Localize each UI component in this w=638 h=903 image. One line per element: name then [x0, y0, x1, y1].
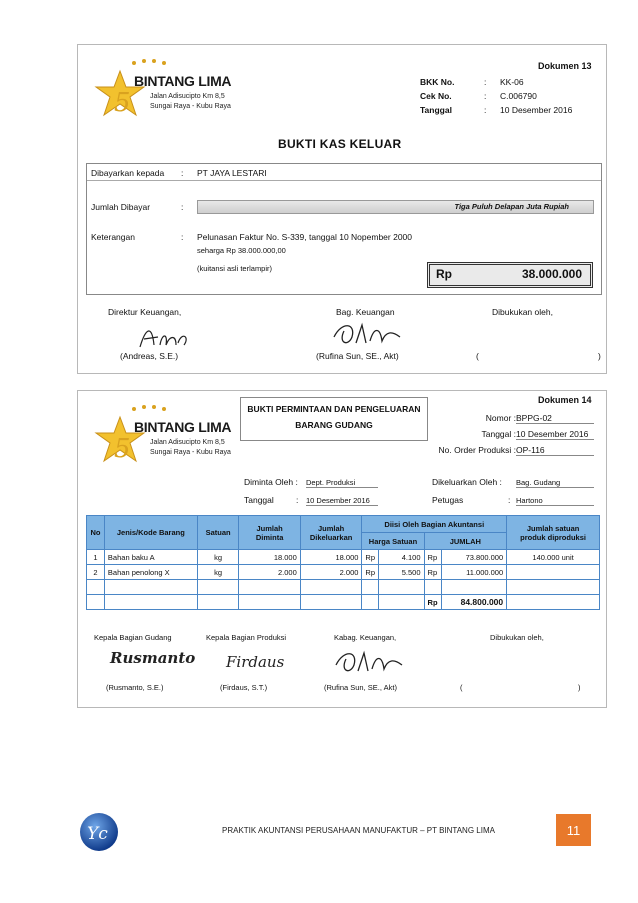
sign2-title: Bag. Keuangan: [336, 307, 395, 317]
company-address-line2: Sungai Raya - Kubu Raya: [150, 449, 231, 456]
nomor-label: Nomor :: [485, 413, 516, 423]
diminta-value: Dept. Produksi: [306, 478, 378, 488]
items-table: [86, 515, 600, 610]
petugas-value: Hartono: [516, 496, 594, 506]
company-logo: [90, 57, 260, 127]
paid-to-value: PT JAYA LESTARI: [197, 168, 267, 178]
header-dikeluarkan: Jumlah Dikeluarkan: [300, 516, 362, 550]
note-label: Keterangan: [91, 232, 135, 242]
bukti-permintaan-barang-document: [77, 390, 607, 708]
sign2-name: (Firdaus, S.T.): [220, 683, 268, 692]
svg-text:Yc: Yc: [87, 824, 108, 844]
document-number: Dokumen 13: [538, 61, 592, 71]
sign3-title: Kabag. Keuangan,: [334, 633, 397, 642]
sign4-title: Dibukukan oleh,: [490, 633, 544, 642]
order-value: OP-116: [516, 445, 594, 456]
amount-label: Jumlah Dibayar: [91, 202, 151, 212]
sign1-name: (Rusmanto, S.E.): [106, 683, 164, 692]
note-line2: seharga Rp 38.000.000,00: [197, 246, 286, 255]
note-line3: (kuitansi asli terlampir): [197, 264, 273, 273]
tanggal2-colon: :: [296, 495, 299, 505]
sign3-open: (: [476, 351, 479, 361]
title-line2: BARANG GUDANG: [295, 420, 373, 430]
signature-rufina-icon: [332, 645, 412, 679]
publisher-logo-icon: [78, 811, 120, 853]
total-value: 38.000.000: [521, 267, 582, 281]
header-no: No: [87, 516, 105, 550]
cek-label: Cek No.: [420, 91, 452, 101]
sign3-title: Dibukukan oleh,: [492, 307, 553, 317]
payment-box: Dibayarkan kepada : PT JAYA LESTARI Jumlah Dibayar : Tiga Puluh Delapan Juta Rupiah Keterangan : Pelunasan Faktur No. S-339, tanggal 10 Nopember 2000 seharga Rp 38.000.000,00 (kuitansi asli terlampir) Rp 38.000.000: [86, 163, 602, 295]
sign1-name: (Andreas, S.E.): [120, 351, 179, 361]
page-number: 11: [556, 814, 591, 846]
sign3-name: (Rufina Sun, SE., Akt): [324, 683, 397, 692]
total-value: 84.800.000: [441, 595, 507, 610]
header-diminta: Jumlah Diminta: [239, 516, 300, 550]
total-currency: Rp: [424, 595, 441, 610]
dikeluarkan-value: Bag. Gudang: [516, 478, 594, 488]
sign1-title: Direktur Keuangan,: [108, 307, 182, 317]
footer-text: PRAKTIK AKUNTANSI PERUSAHAAN MANUFAKTUR – PT BINTANG LIMA: [222, 826, 495, 835]
star-logo-icon: [90, 57, 170, 127]
tanggal2-value: 10 Desember 2016: [306, 496, 378, 506]
header-group-akuntansi: Diisi Oleh Bagian Akuntansi: [362, 516, 507, 533]
bkk-value: KK-06: [500, 77, 524, 87]
company-address-line1: Jalan Adisucipto Km 8,5: [150, 93, 225, 100]
document-number: Dokumen 14: [538, 395, 592, 405]
tanggal-value: 10 Desember 2016: [516, 429, 594, 440]
star-logo-icon: [90, 403, 170, 473]
dikeluarkan-label: Dikeluarkan Oleh :: [432, 477, 502, 487]
company-address-line1: Jalan Adisucipto Km 8,5: [150, 439, 225, 446]
petugas-label: Petugas: [432, 495, 464, 505]
company-name: BINTANG LIMA: [134, 419, 232, 435]
petugas-colon: :: [508, 495, 511, 505]
table-row: 1 Bahan baku A kg 18.000 18.000 Rp 4.100 Rp 73.800.000 140.000 unit: [87, 550, 600, 565]
header-harga: Harga Satuan: [362, 533, 424, 550]
header-jumlah: JUMLAH: [424, 533, 507, 550]
nomor-value: BPPG-02: [516, 413, 594, 424]
tanggal-label: Tanggal: [420, 105, 452, 115]
tanggal-label: Tanggal :: [481, 429, 516, 439]
company-logo: [90, 403, 260, 473]
table-header-row-1: [87, 516, 600, 533]
signature-andreas-icon: [136, 321, 196, 353]
title-box: [240, 397, 428, 441]
total-box: [427, 262, 593, 288]
document-title: BUKTI KAS KELUAR: [278, 137, 402, 151]
header-jenis: Jenis/Kode Barang: [104, 516, 197, 550]
sign1-title: Kepala Bagian Gudang: [94, 633, 172, 642]
svg-text:5: 5: [114, 88, 131, 118]
header-produk: Jumlah satuan produk diproduksi: [507, 516, 600, 550]
sign4-open: (: [460, 683, 463, 692]
total-currency: Rp: [436, 267, 452, 281]
amount-words-box: [197, 200, 594, 214]
paid-to-label: Dibayarkan kepada: [91, 168, 165, 178]
diminta-label: Diminta Oleh :: [244, 477, 298, 487]
tanggal2-label: Tanggal: [244, 495, 274, 505]
sign2-name: (Rufina Sun, SE., Akt): [316, 351, 399, 361]
note-line1: Pelunasan Faktur No. S-339, tanggal 10 Nopember 2000: [197, 232, 412, 242]
sign2-title: Kepala Bagian Produksi: [206, 633, 287, 642]
table-row: 2 Bahan penolong X kg 2.000 2.000 Rp 5.500 Rp 11.000.000: [87, 565, 600, 580]
sign2-script: Firdaus: [226, 653, 285, 671]
sign4-close: ): [578, 683, 581, 692]
svg-text:5: 5: [114, 434, 131, 464]
header-satuan: Satuan: [197, 516, 239, 550]
company-address-line2: Sungai Raya - Kubu Raya: [150, 103, 231, 110]
tanggal-value: 10 Desember 2016: [500, 105, 573, 115]
cek-value: C.006790: [500, 91, 537, 101]
sign1-script: Rusmanto: [110, 649, 196, 667]
table-total-row: [87, 595, 600, 610]
title-line1: BUKTI PERMINTAAN DAN PENGELUARAN: [247, 404, 421, 414]
bukti-kas-keluar-document: 5 BINTANG LIMA Jalan Adisucipto Km 8,5 Sungai Raya - Kubu Raya Dokumen 13 BKK No. : KK-06 Cek No. : C.006790 Tanggal : 10 Desember 2016 BUKTI KAS KELUAR Dibayarkan kepada : PT JAYA LESTARI Jumlah Dibayar : Tiga Puluh Delapan Juta Rupiah Keterangan : Pelunasan Faktur No. S-339, tanggal 10 Nopember 2000 seharga Rp 38.000.000,00 (kuitansi asli terlampir) Rp 38.000.000 Direktur Keuangan, (Andreas, S.E.) Bag. Keuangan (Rufina Sun, SE., Akt) Dibukukan oleh, ( ): [77, 44, 607, 374]
company-name: BINTANG LIMA: [134, 73, 232, 89]
table-row: [87, 580, 600, 595]
signature-rufina-icon: [330, 317, 410, 351]
amount-words: Tiga Puluh Delapan Juta Rupiah: [454, 202, 569, 211]
bkk-label: BKK No.: [420, 77, 455, 87]
order-label: No. Order Produksi :: [438, 445, 516, 455]
sign3-close: ): [598, 351, 601, 361]
